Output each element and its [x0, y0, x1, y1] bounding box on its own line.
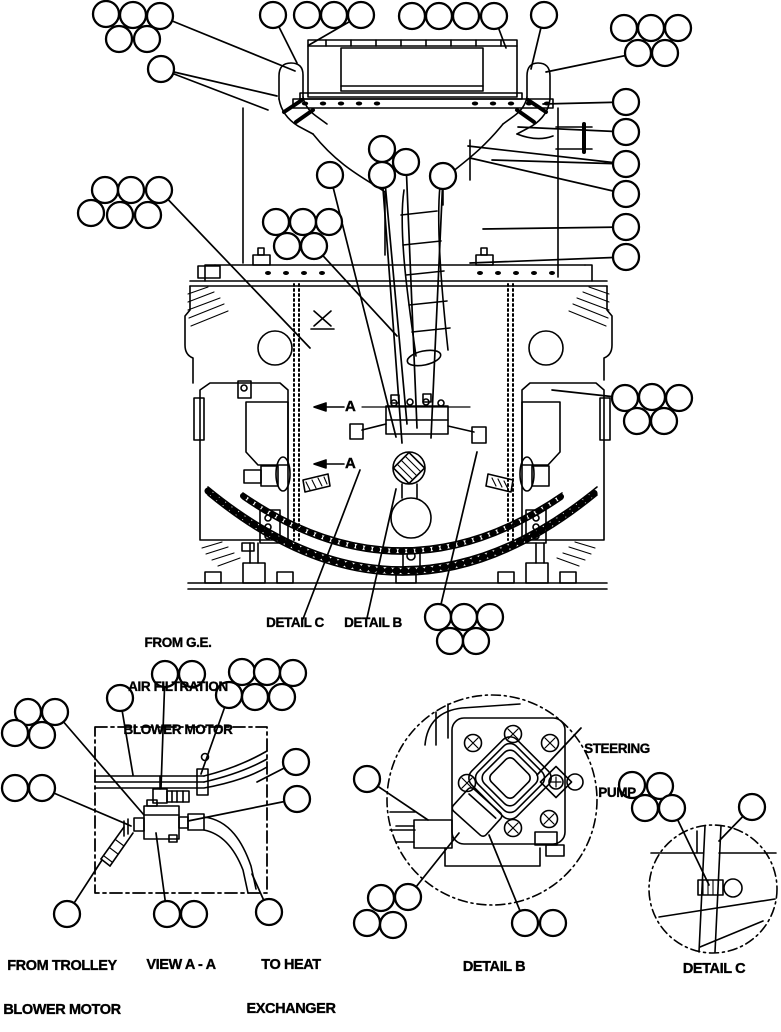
callout-balloon — [531, 2, 557, 28]
callout-balloon — [613, 214, 639, 240]
callout-balloon — [254, 659, 280, 685]
detail-b-pointer-label: DETAIL B — [344, 615, 402, 630]
callout-balloon — [148, 56, 174, 82]
detail-b-caption: DETAIL B — [462, 959, 526, 975]
callout-balloon — [477, 604, 503, 630]
callout-balloon — [134, 26, 160, 52]
callout-balloon — [274, 233, 300, 259]
leader-line — [537, 728, 581, 775]
callout-balloon — [481, 3, 507, 29]
callout-balloon — [290, 209, 316, 235]
callout-balloon — [368, 885, 394, 911]
callout-balloon — [652, 40, 678, 66]
callout-balloon — [612, 385, 638, 411]
callout-balloon — [283, 749, 309, 775]
to-heat-line2: EXCHANGER — [246, 1000, 336, 1017]
callout-balloon — [399, 3, 425, 29]
from-ge-blower-label — [124, 607, 233, 752]
callout-balloon — [451, 604, 477, 630]
callout-balloon — [425, 604, 451, 630]
callout-balloon — [120, 2, 146, 28]
callout-balloon — [135, 202, 161, 228]
callout-balloon — [256, 899, 282, 925]
callout-balloon — [316, 209, 342, 235]
callout-balloon — [625, 40, 651, 66]
callout-balloon — [147, 3, 173, 29]
callout-balloon — [624, 408, 650, 434]
callout-balloon — [269, 684, 295, 710]
callout-balloon — [659, 795, 685, 821]
callout-balloon — [463, 628, 489, 654]
steering-pump-line1: STEERING — [584, 741, 650, 756]
callout-balloon — [29, 775, 55, 801]
leader-line — [431, 176, 443, 438]
callout-balloon — [242, 684, 268, 710]
callout-balloon — [613, 181, 639, 207]
callout-balloon — [651, 408, 677, 434]
callout-balloon — [280, 660, 306, 686]
section-a-lower-label: A — [345, 455, 356, 472]
callout-balloon — [54, 901, 80, 927]
callout-balloon — [29, 722, 55, 748]
callout-balloon — [613, 151, 639, 177]
callout-balloon — [613, 119, 639, 145]
callout-balloon — [301, 233, 327, 259]
callout-balloon — [369, 162, 395, 188]
callout-balloon — [263, 209, 289, 235]
detail-c-pointer-label: DETAIL C — [266, 615, 324, 630]
callout-balloon — [118, 177, 144, 203]
callout-balloon — [369, 136, 395, 162]
to-heat-exchanger-label — [246, 929, 335, 1031]
junction-valve — [144, 806, 179, 839]
from-ge-line2: AIR FILTRATION — [128, 678, 228, 694]
from-trolley-line1: FROM TROLLEY — [7, 958, 117, 974]
callout-balloon — [430, 163, 456, 189]
detail-c-caption: DETAIL C — [682, 961, 746, 977]
callout-balloon — [229, 659, 255, 685]
callout-balloon — [437, 628, 463, 654]
callout-balloon — [321, 2, 347, 28]
to-heat-line1: TO HEAT — [261, 957, 321, 973]
steering-pump-line2: PUMP — [598, 784, 636, 800]
callout-balloon — [512, 910, 538, 936]
callout-balloon — [354, 766, 380, 792]
section-a-upper-label: A — [345, 398, 356, 415]
callout-balloon — [181, 901, 207, 927]
from-ge-line3: BLOWER MOTOR — [123, 722, 233, 737]
from-trolley-line2: BLOWER MOTOR — [3, 1001, 121, 1018]
callout-balloon — [92, 177, 118, 203]
callout-balloon — [613, 244, 639, 270]
from-ge-line1: FROM G.E. — [144, 635, 212, 650]
leader-line — [489, 835, 525, 923]
callout-balloon — [107, 202, 133, 228]
callout-balloon — [93, 1, 119, 27]
leader-line — [483, 227, 626, 229]
callout-balloon — [354, 910, 380, 936]
callout-balloons — [2, 1, 765, 938]
main-machine-drawing — [185, 40, 612, 589]
detail-c-drawing — [649, 825, 777, 953]
callout-balloon — [611, 15, 637, 41]
callout-balloon — [639, 384, 665, 410]
callout-balloon — [154, 901, 180, 927]
callout-balloon — [106, 26, 132, 52]
callout-balloon — [739, 794, 765, 820]
callout-balloon — [42, 699, 68, 725]
callout-balloon — [317, 162, 343, 188]
callout-balloon — [2, 720, 28, 746]
leader-line — [42, 788, 131, 826]
callout-balloon — [294, 2, 320, 28]
leader-line — [438, 452, 477, 617]
steering-pump-label — [584, 713, 650, 815]
view-aa-title: VIEW A - A — [146, 957, 216, 973]
detail-b-drawing — [387, 695, 597, 905]
callout-balloon — [260, 2, 286, 28]
callout-balloon — [665, 15, 691, 41]
callout-balloon — [380, 912, 406, 938]
callout-balloon — [2, 775, 28, 801]
leader-line — [188, 799, 297, 821]
callout-balloon — [393, 149, 419, 175]
callout-balloon — [613, 89, 639, 115]
callout-balloon — [453, 3, 479, 29]
callout-balloon — [540, 910, 566, 936]
from-trolley-label — [3, 930, 120, 1032]
callout-balloon — [426, 3, 452, 29]
callout-balloon — [348, 2, 374, 28]
callout-balloon — [78, 200, 104, 226]
callout-balloon — [638, 15, 664, 41]
bolt-dots — [302, 102, 550, 106]
callout-balloon — [146, 177, 172, 203]
left-tank — [194, 381, 290, 551]
callout-balloon — [395, 884, 421, 910]
section-arrows — [314, 403, 470, 468]
callout-balloon — [284, 786, 310, 812]
callout-balloon — [666, 385, 692, 411]
